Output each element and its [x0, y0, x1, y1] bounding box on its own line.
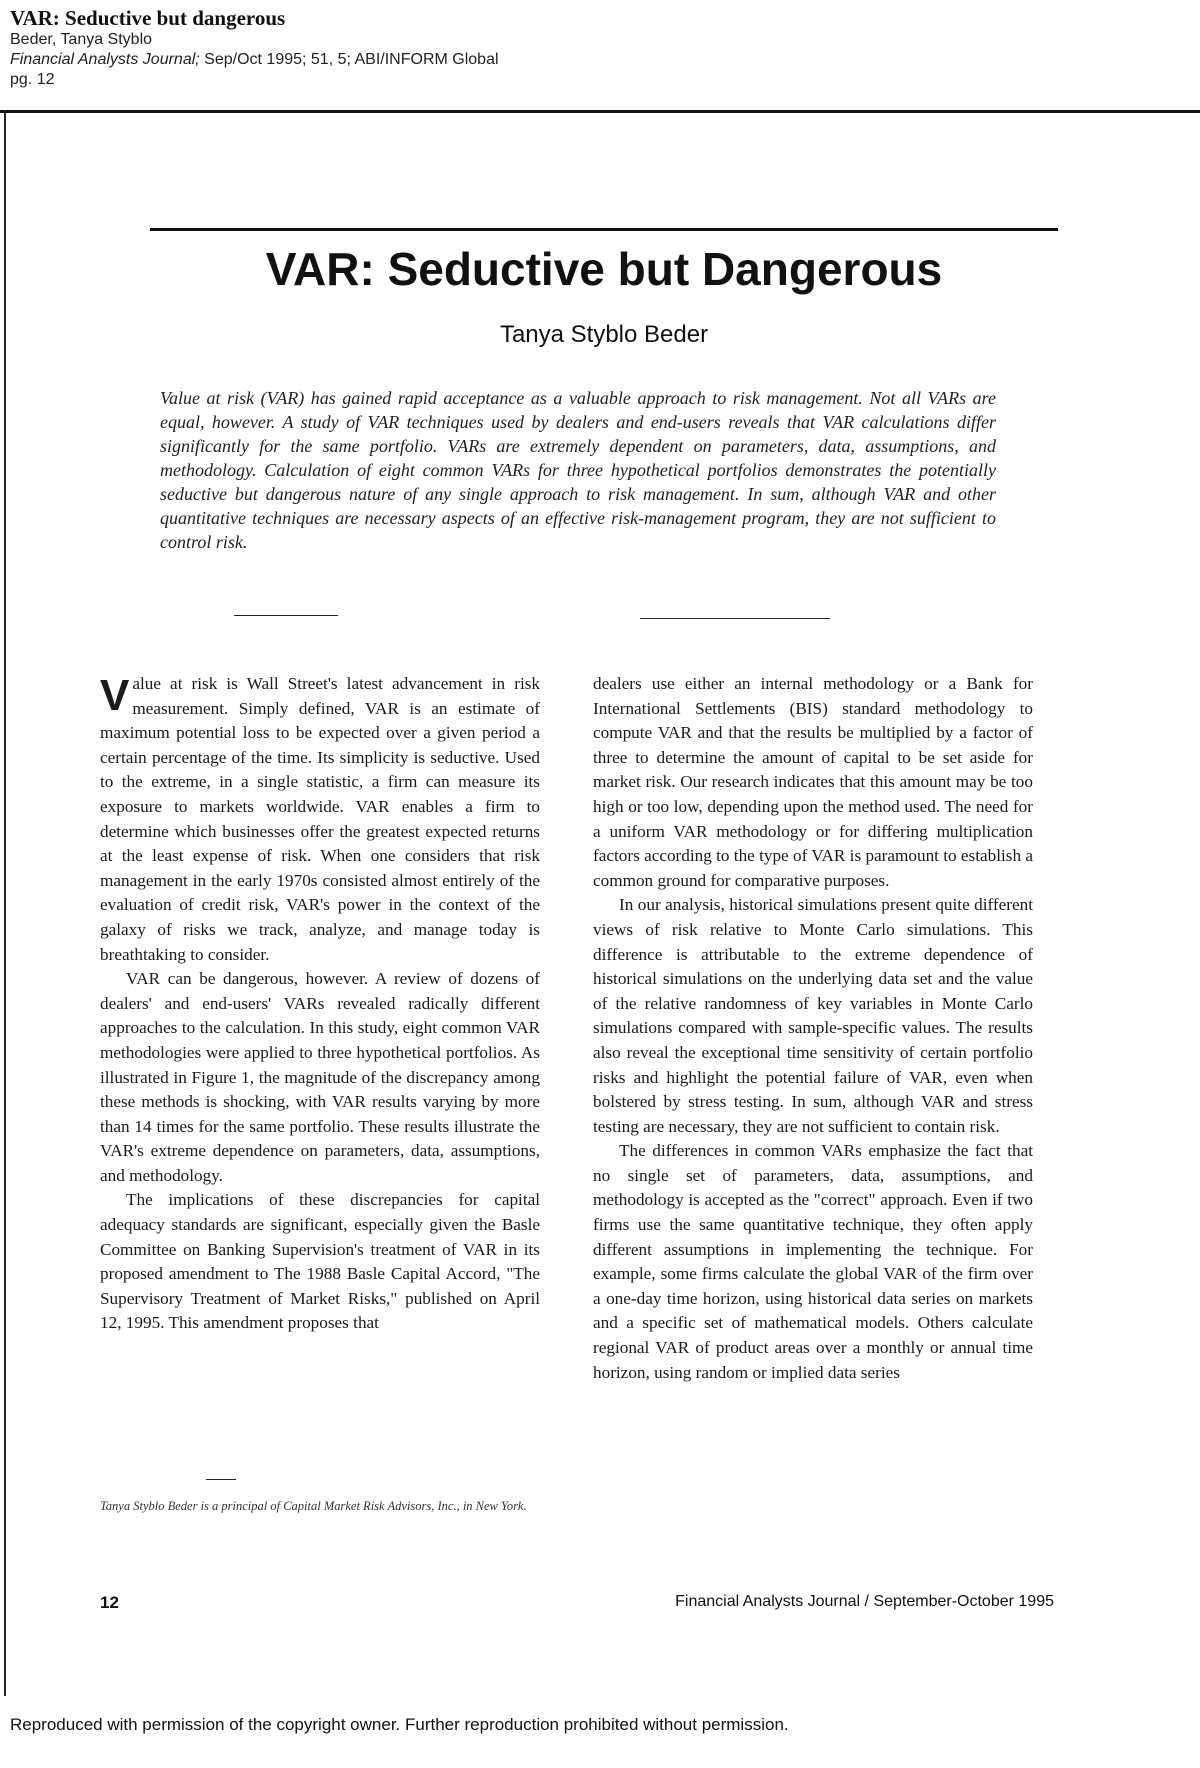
paragraph: In our analysis, historical simulations present quite different views of risk relative to Monte Carlo simulations. This difference is attributable to the extreme dependence of historical simulations on the underlying data set and the value of the relative randomness of key variables in Monte Carlo simulations compared with sample-specific values. The results also reveal the exceptional time sensitivity of certain portfolio risks and highlight the potential failure of VAR, even when bolstered by stress testing. In sum, although VAR and stress testing are necessary, they are not sufficient to contain risk. [593, 895, 1033, 1136]
drop-cap: V [100, 671, 130, 720]
citation-header [10, 6, 1110, 90]
citation-page: pg. 12 [10, 71, 55, 88]
paragraph: VAR can be dangerous, however. A review of dozens of dealers' and end-users' VARs revealed radically different approaches to the calculation. In this study, eight common VAR methodologies were applied to three hypothetical portfolios. As illustrated in Figure 1, the magnitude of the discrepancy among these methods is shocking, with VAR results varying by more than 14 times for the same portfolio. These results illustrate the VAR's extreme dependence on parameters, data, assumptions, and methodology. [100, 969, 540, 1185]
paragraph: The differences in common VARs emphasize the fact that no single set of parameters, data, assumptions, and methodology is accepted as the "correct" approach. Even if two firms use the same quantitative technique, they often apply different assumptions in implementing the technique. For example, some firms calculate the global VAR of the firm over a one-day time horizon, using historical data series on markets and a specific set of mathematical models. Others calculate regional VAR of product areas over a monthly or annual time horizon, using random or implied data series [593, 1141, 1033, 1382]
article-author: Tanya Styblo Beder [499, 321, 709, 348]
article-title: VAR: Seductive but Dangerous [265, 243, 943, 295]
column-right [593, 672, 1033, 1385]
citation-title: VAR: Seductive but dangerous [10, 6, 286, 30]
paragraph [100, 672, 540, 967]
author-footnote: Tanya Styblo Beder is a principal of Capital Market Risk Advisors, Inc., in New York. [100, 1499, 527, 1513]
citation-source [10, 50, 1110, 70]
page-number: 12 [100, 1593, 119, 1612]
title-rule [150, 228, 1058, 231]
citation-issue: Sep/Oct 1995; 51, 5; ABI/INFORM Global [199, 51, 499, 68]
footnote-rule [206, 1479, 236, 1480]
citation-author: Beder, Tanya Styblo [10, 31, 153, 48]
column-left [100, 672, 540, 1336]
citation-journal: Financial Analysts Journal; [10, 51, 200, 68]
page-border-left [4, 110, 6, 1696]
abstract-divider-left [234, 615, 338, 616]
paragraph-text: alue at risk is Wall Street's latest advancement in risk measurement. Simply defined, VAR is an estimate of maximum potential loss to be expected over a given period a certain percentage of the time. Its simplicity is seductive. Used to the extreme, in a single statistic, a firm can measure its exposure to markets worldwide. VAR enables a firm to determine which businesses offer the greatest expected returns at the least expense of risk. When one considers that risk management in the early 1970s consisted almost entirely of the evaluation of credit risk, VAR's power in the context of the galaxy of risks we track, analyze, and manage today is breathtaking to consider. [100, 674, 540, 964]
abstract-divider-right [640, 618, 830, 619]
paragraph: dealers use either an internal methodology or a Bank for International Settlements (BIS) standard methodology to compute VAR and that the results be multiplied by a factor of three to determine the amount of capital to be set aside for market risk. Our research indicates that this amount may be too high or too low, depending upon the method used. The need for a uniform VAR methodology or for differing multiplication factors according to the type of VAR is paramount to establish a common ground for comparative purposes. [593, 674, 1033, 890]
journal-footer: Financial Analysts Journal / September-October 1995 [675, 1593, 1054, 1610]
article-abstract: Value at risk (VAR) has gained rapid acceptance as a valuable approach to risk management. Not all VARs are equal, however. A study of VAR techniques used by dealers and end-users reveals that VAR calculations differ significantly for the same portfolio. VARs are extremely dependent on parameters, data, assumptions, and methodology. Calculation of eight common VARs for three hypothetical portfolios demonstrates the potentially seductive but dangerous nature of any single approach to risk management. In sum, although VAR and other quantitative techniques are necessary aspects of an effective risk-management program, they are not sufficient to control risk. [160, 388, 996, 552]
page-border-top [0, 110, 1200, 113]
paragraph: The implications of these discrepancies for capital adequacy standards are significant, especially given the Basle Committee on Banking Supervision's treatment of VAR in its proposed amendment to The 1988 Basle Capital Accord, "The Supervisory Treatment of Market Risks," published on April 12, 1995. This amendment proposes that [100, 1190, 540, 1333]
copyright-notice: Reproduced with permission of the copyright owner. Further reproduction prohibited without permission. [10, 1715, 789, 1734]
